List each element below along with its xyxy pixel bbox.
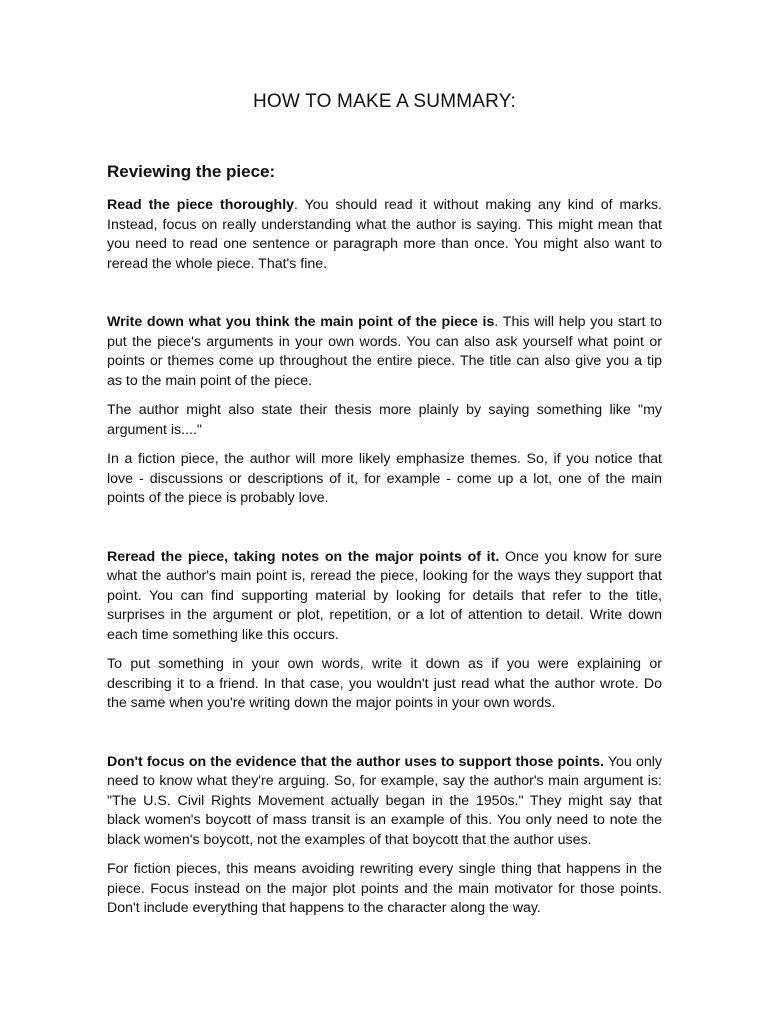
paragraph-main-point	[107, 313, 662, 391]
paragraph-text: You only need to know what they're arguing. So, for example, say the author's main argument is: "The U.S. Civil Rights Movement actually began in the 1950s." They might say that black women's boycott of mass transit is an example of this. You only need to note the black women's boycott, not the examples of that boycott that the author uses.	[107, 753, 662, 848]
paragraph-text: . This will help you start to put the piece's arguments in your own words. You can also ask yourself what point or points or themes come up throughout the entire piece. The title can also give you a tip as to the main point of the piece.	[107, 314, 662, 389]
paragraph-fiction-themes	[107, 450, 662, 509]
paragraph-reread-notes	[107, 548, 662, 646]
paragraph-text: The author might also state their thesis more plainly by saying something like "my argument is...."	[107, 402, 662, 438]
paragraph-text: In a fiction piece, the author will more likely emphasize themes. So, if you notice that love - discussions or descriptions of it, for example - come up a lot, one of the main points of the piece is probably love.	[107, 451, 662, 506]
paragraph-thesis	[107, 401, 662, 440]
paragraph-lead: Don't focus on the evidence that the author uses to support those points.	[107, 753, 604, 770]
paragraph-lead: Reread the piece, taking notes on the major points of it.	[107, 548, 500, 565]
paragraph-text: . You should read it without making any kind of marks. Instead, focus on really understanding what the author is saying. This might mean that you need to read one sentence or paragraph more than once. You might also want to reread the whole piece. That's fine.	[107, 197, 662, 272]
paragraph-own-words	[107, 655, 662, 714]
document-title: HOW TO MAKE A SUMMARY:	[252, 91, 517, 112]
paragraph-lead: Write down what you think the main point of the piece is	[107, 314, 495, 330]
paragraph-lead: Read the piece thoroughly	[107, 197, 295, 213]
paragraph-text: Once you know for sure what the author's main point is, reread the piece, looking for the ways they support that point. You can find supporting material by looking for details that refer to the title, surprises in the argument or plot, repetition, or a lot of attention to detail. Write down each time something like this occurs.	[107, 548, 662, 643]
paragraph-fiction-plot	[107, 860, 662, 919]
paragraph-read-thoroughly	[107, 196, 662, 274]
paragraph-text: To put something in your own words, write it down as if you were explaining or describing it to a friend. In that case, you wouldn't just read what the author wrote. Do the same when you're writing down the major points in your own words.	[107, 656, 662, 711]
section-heading: Reviewing the piece:	[107, 162, 276, 181]
paragraph-evidence	[107, 753, 662, 851]
paragraph-text: For fiction pieces, this means avoiding rewriting every single thing that happens in the piece. Focus instead on the major plot points and the main motivator for those points. Don't include everything that happens to the character along the way.	[107, 861, 662, 916]
